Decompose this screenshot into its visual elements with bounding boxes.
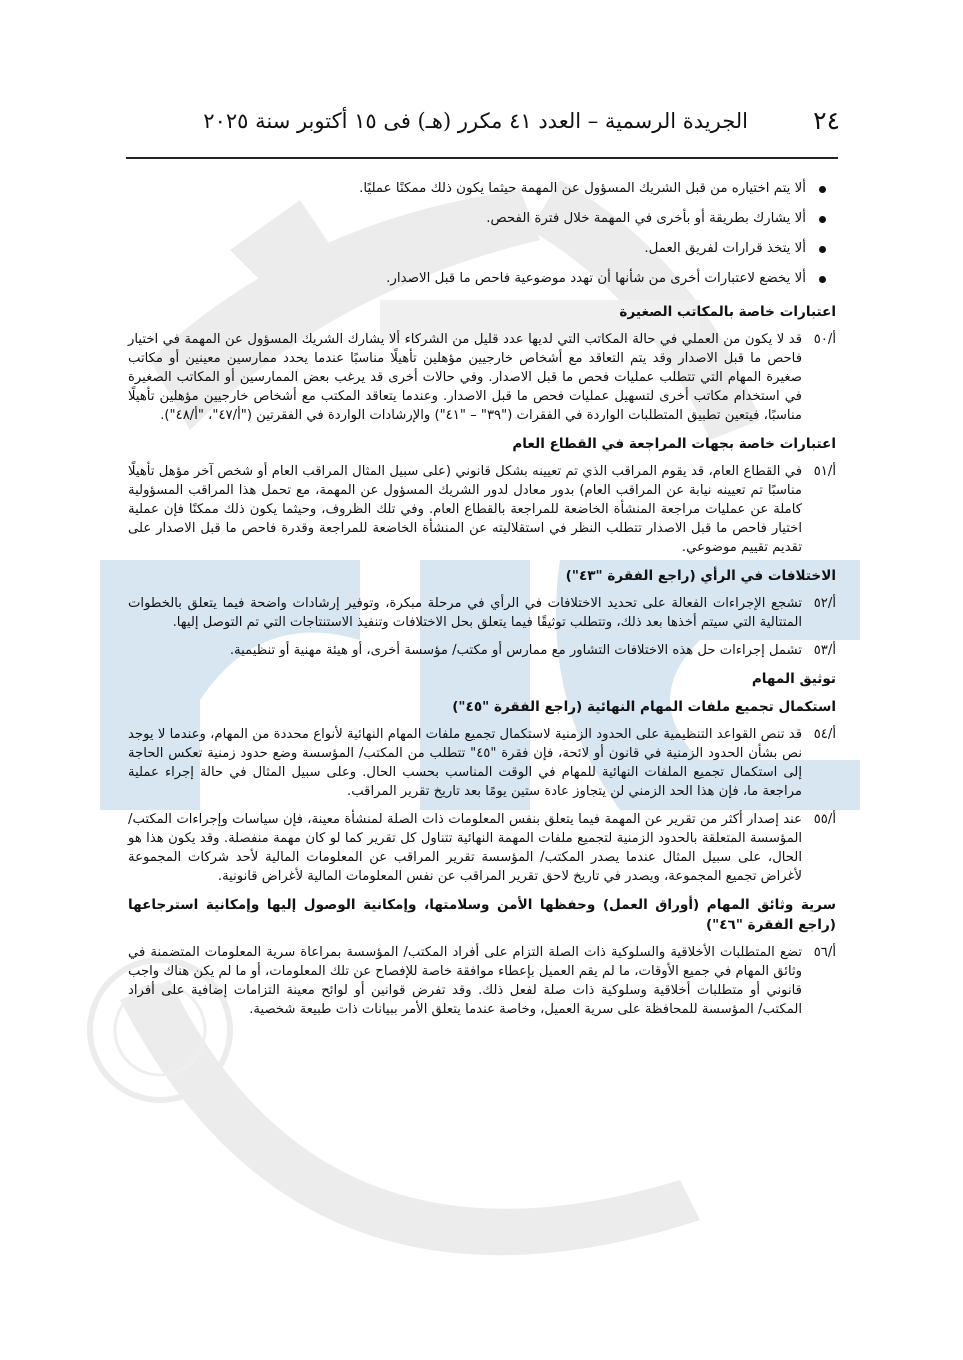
section-heading: استكمال تجميع ملفات المهام النهائية (راجع الفقرة "٤٥") bbox=[452, 699, 836, 715]
paragraph bbox=[128, 943, 836, 1019]
paragraph bbox=[128, 594, 836, 632]
gazette-title: الجريدة الرسمية – العدد ٤١ مكرر (هـ) فى ١٥ أكتوبر سنة ٢٠٢٥ bbox=[203, 109, 748, 133]
paragraph-number: أ/٥٤ bbox=[813, 727, 836, 742]
bullet-icon bbox=[819, 246, 826, 253]
list-item: ألا يشارك بطريقة أو بأخرى في المهمة خلال فترة الفحص. bbox=[128, 204, 836, 234]
paragraph-number: أ/٥١ bbox=[813, 464, 836, 479]
section-heading: توثيق المهام bbox=[751, 671, 836, 687]
section-heading: سرية وثائق المهام (أوراق العمل) وحفظها الأمن وسلامتها، وإمكانية الوصول إليها وإمكانية استرجاعها (راجع الفقرة "٤٦") bbox=[128, 897, 836, 933]
list-item: ألا يخضع لاعتبارات أخرى من شأنها أن تهدد موضوعية فاحص ما قبل الاصدار. bbox=[128, 264, 836, 294]
bullet-icon bbox=[819, 276, 826, 283]
bullet-list bbox=[128, 174, 836, 294]
paragraph-number: أ/٥٣ bbox=[813, 643, 836, 658]
paragraph-number: أ/٥٦ bbox=[813, 945, 836, 960]
paragraph-number: أ/٥٠ bbox=[813, 332, 836, 347]
paragraph-text: عند إصدار أكثر من تقرير عن المهمة فيما يتعلق بنفس المعلومات ذات الصلة لمنشأة معينة، فإن سياسات وإجراءات المكتب/ المؤسسة المتعلقة بالحدود الزمنية لتجميع ملفات المهمة النهائية تتناول كل تقرير كما لو كان مهمة منفصلة. وقد يكون هذا هو الحال، على سبيل المثال عندما يصدر المكتب/ المؤسسة تقرير المراقب عن المعلومات المالية لأحد شركات المجموعة لأغراض تجميع المجموعة، ويصدر في تاريخ لاحق تقرير المراقب عن نفس المعلومات المالية لأغراض قانونية. bbox=[128, 812, 802, 884]
section-heading: اعتبارات خاصة بجهات المراجعة في القطاع العام bbox=[512, 436, 836, 452]
paragraph bbox=[128, 641, 836, 660]
bullet-icon bbox=[819, 216, 826, 223]
section-heading: الاختلافات في الرأي (راجع الفقرة "٤٣") bbox=[565, 568, 836, 584]
paragraph-text: تشمل إجراءات حل هذه الاختلافات التشاور مع ممارس أو مكتب/ مؤسسة أخرى، أو هيئة مهنية أو تنظيمية. bbox=[229, 643, 802, 658]
paragraph-text: قد لا يكون من العملي في حالة المكاتب التي لديها عدد قليل من الشركاء ألا يشارك الشريك المسؤول عن المهمة في اختيار فاحص ما قبل الاصدار وقد يتم التعاقد مع أشخاص خارجيين مؤهلين تأهيلًا مناسبًا عندما يحدد ممارسين معينين أو مكاتب صغيرة المهام التي تتطلب عمليات فحص ما قبل الاصدار. وفي حالات أخرى قد يرغب بعض الممارسين أو المكاتب الصغيرة في استخدام مكاتب أخرى لتسهيل عمليات فحص ما قبل الاصدار. وعندما يتعاقد المكتب مع أشخاص خارجيين مؤهلين تأهيلًا مناسبًا، فيتعين تطبيق المتطلبات الواردة في الفقرات ("٣٩" – "٤١") والإرشادات الواردة في الفقرتين ("أ/٤٧"، "أ/٤٨"). bbox=[128, 332, 802, 423]
paragraph bbox=[128, 725, 836, 801]
bullet-icon bbox=[819, 186, 826, 193]
header-divider bbox=[126, 157, 838, 159]
paragraph-number: أ/٥٥ bbox=[813, 812, 836, 827]
section-heading: اعتبارات خاصة بالمكاتب الصغيرة bbox=[619, 304, 836, 320]
list-item: ألا يتم اختياره من قبل الشريك المسؤول عن المهمة حيثما يكون ذلك ممكنًا عمليًا. bbox=[128, 174, 836, 204]
paragraph bbox=[128, 462, 836, 557]
document-body bbox=[128, 174, 836, 1028]
list-item: ألا يتخذ قرارات لفريق العمل. bbox=[128, 234, 836, 264]
paragraph bbox=[128, 810, 836, 886]
paragraph bbox=[128, 330, 836, 425]
paragraph-text: قد تنص القواعد التنظيمية على الحدود الزمنية لاستكمال تجميع ملفات المهام النهائية لأنواع محددة من المهام، وعندما لا يوجد نص بشأن الحدود الزمنية في قانون أو لائحة، فإن فقرة "٤٥" تتطلب من المكتب/ المؤسسة وضع حدود زمنية تعكس الحاجة إلى استكمال تجميع الملفات النهائية للمهام في الوقت المناسب بحسب الحال. وعلى سبيل المثال في حالة إجراء عملية مراجعة ما، فإن هذا الحد الزمني لن يتجاوز عادة ستين يومًا بعد تاريخ تقرير المراقب. bbox=[128, 727, 802, 799]
paragraph-text: تشجع الإجراءات الفعالة على تحديد الاختلافات في الرأي في مرحلة مبكرة، وتوفير إرشادات واضحة فيما يتعلق بالخطوات المتتالية التي سيتم أخذها بعد ذلك، وتتطلب توثيقًا فيما يتعلق بحل الاختلافات وتنفيذ الاستنتاجات التي تم التوصل إليها. bbox=[128, 596, 802, 630]
paragraph-text: في القطاع العام، قد يقوم المراقب الذي تم تعيينه بشكل قانوني (على سبيل المثال المراقب العام أو شخص آخر مؤهل تأهيلًا مناسبًا تم تعيينه نيابة عن المراقب العام) بدور معادل لدور الشريك المسؤول عن المهمة، مع تحمل هذا المراقب المسؤولية كاملة عن عمليات مراجعة المنشأة الخاضعة للمراجعة بالقطاع العام. وفي تلك الظروف، وحيثما يكون ذلك ممكنًا فإن عملية اختيار فاحص ما قبل الاصدار تتطلب النظر في استقلاليته عن المنشأة الخاضعة للمراجعة وقدرة فاحص ما قبل الاصدار على تقديم تقييم موضوعي. bbox=[128, 464, 802, 555]
paragraph-text: تضع المتطلبات الأخلاقية والسلوكية ذات الصلة التزام على أفراد المكتب/ المؤسسة بمراعاة سرية المعلومات المتضمنة في وثائق المهام في جميع الأوقات، ما لم يقم العميل بإعطاء موافقة خاصة للإفصاح عن تلك المعلومات، أو ما لم يكن هناك واجب قانوني أو متطلبات أخلاقية وسلوكية ذات صلة لفعل ذلك. وقد تفرض قوانين أو لوائح معينة التزامات إضافية على أفراد المكتب/ المؤسسة للمحافظة على سرية العميل، وخاصة عندما يتعلق الأمر ببيانات ذات طبيعة شخصية. bbox=[128, 945, 802, 1017]
page-header bbox=[130, 104, 840, 150]
page-number: ٢٤ bbox=[813, 106, 840, 135]
paragraph-number: أ/٥٢ bbox=[813, 596, 836, 611]
